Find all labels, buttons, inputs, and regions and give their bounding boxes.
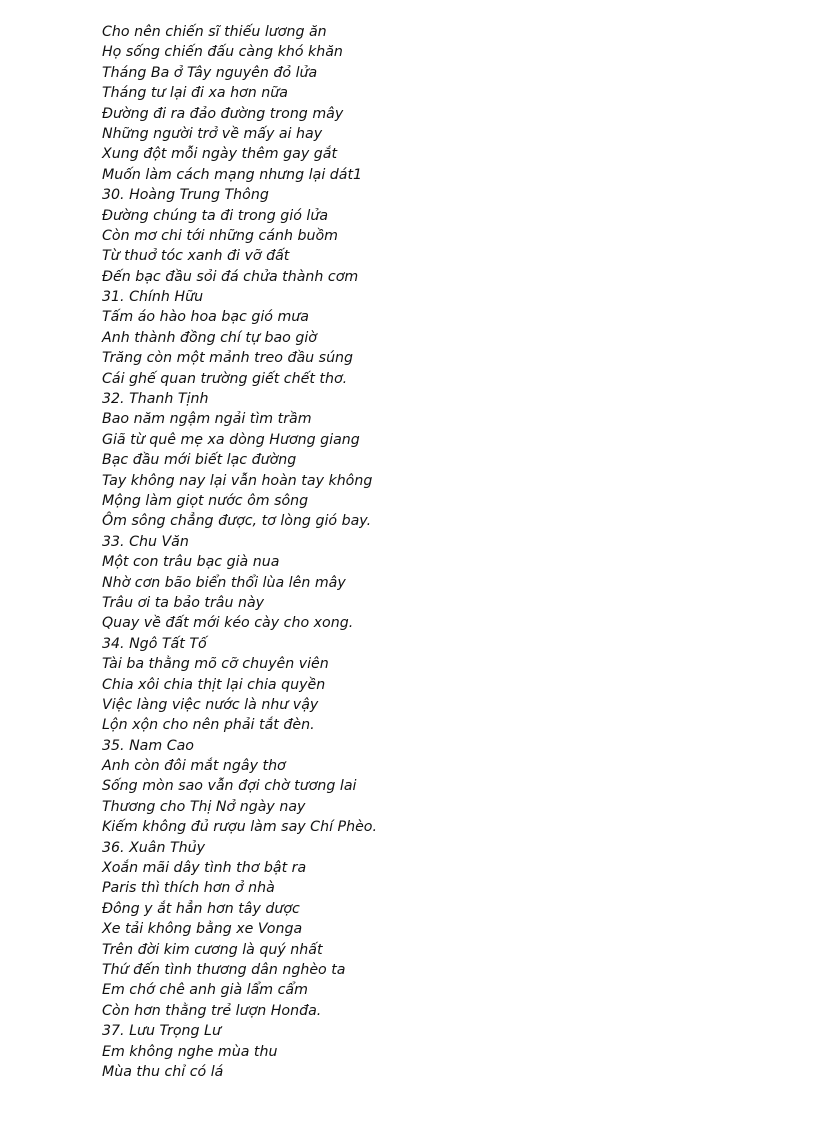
poem-text-block: [102, 22, 742, 1082]
text-line: Nhờ cơn bão biển thổi lùa lên mây: [102, 574, 346, 591]
text-line: Kiếm không đủ rượu làm say Chí Phèo.: [102, 819, 377, 836]
text-line: Còn hơn thằng trẻ lượn Honđa.: [102, 1002, 322, 1019]
text-line: Xoắn mãi dây tình thơ bật ra: [102, 860, 307, 877]
text-line: Còn mơ chi tới những cánh buồm: [102, 227, 339, 244]
text-line: Mùa thu chỉ có lá: [102, 1063, 224, 1080]
text-line: Thứ đến tình thương dân nghèo ta: [102, 961, 346, 978]
text-line: Xe tải không bằng xe Vonga: [102, 921, 303, 938]
text-line: 31. Chính Hữu: [102, 289, 204, 306]
text-line: Một con trâu bạc già nua: [102, 554, 280, 571]
text-line: Bạc đầu mới biết lạc đường: [102, 452, 297, 469]
text-line: Lộn xộn cho nên phải tắt đèn.: [102, 717, 315, 734]
text-line: 34. Ngô Tất Tố: [102, 635, 207, 652]
text-line: Tài ba thằng mõ cỡ chuyên viên: [102, 656, 329, 673]
text-line: Trên đời kim cương là quý nhất: [102, 941, 323, 958]
text-line: Đường chúng ta đi trong gió lửa: [102, 207, 329, 224]
text-line: Mộng làm giọt nước ôm sông: [102, 492, 309, 509]
text-line: 35. Nam Cao: [102, 737, 194, 754]
text-line: Giã từ quê mẹ xa dòng Hương giang: [102, 431, 360, 448]
text-line: 30. Hoàng Trung Thông: [102, 187, 269, 204]
text-line: Tay không nay lại vẫn hoàn tay không: [102, 472, 373, 489]
text-line: Tháng tư lại đi xa hơn nữa: [102, 85, 288, 102]
text-line: Tháng Ba ở Tây nguyên đỏ lửa: [102, 64, 318, 81]
text-line: 36. Xuân Thủy: [102, 839, 206, 856]
text-line: Từ thuở tóc xanh đi vỡ đất: [102, 248, 290, 265]
text-line: Cái ghế quan trường giết chết thơ.: [102, 370, 348, 387]
text-line: Tấm áo hào hoa bạc gió mưa: [102, 309, 309, 326]
text-line: Thương cho Thị Nở ngày nay: [102, 798, 306, 815]
text-line: Xung đột mỗi ngày thêm gay gắt: [102, 146, 338, 163]
text-line: Trâu ơi ta bảo trâu này: [102, 594, 265, 611]
text-line: 33. Chu Văn: [102, 533, 189, 550]
text-line: Em chớ chê anh già lẩm cẩm: [102, 982, 308, 999]
text-line: Đông y ắt hẳn hơn tây dược: [102, 900, 300, 917]
text-line: Những người trở về mấy ai hay: [102, 125, 323, 142]
text-line: Quay về đất mới kéo cày cho xong.: [102, 615, 354, 632]
text-line: Muốn làm cách mạng nhưng lại dát1: [102, 166, 363, 183]
text-line: Sống mòn sao vẫn đợi chờ tương lai: [102, 778, 357, 795]
text-line: Đường đi ra đảo đường trong mây: [102, 105, 344, 122]
text-line: Ôm sông chẳng được, tơ lòng gió bay.: [102, 513, 372, 530]
text-line: 37. Lưu Trọng Lư: [102, 1023, 221, 1040]
text-line: Chia xôi chia thịt lại chia quyền: [102, 676, 326, 693]
text-line: Em không nghe mùa thu: [102, 1043, 278, 1060]
text-line: Paris thì thích hơn ở nhà: [102, 880, 275, 897]
text-line: Bao năm ngậm ngải tìm trầm: [102, 411, 312, 428]
text-line: Anh thành đồng chí tự bao giờ: [102, 329, 317, 346]
text-line: Trăng còn một mảnh treo đầu súng: [102, 350, 354, 367]
text-line: Việc làng việc nước là như vậy: [102, 696, 319, 713]
text-line: Họ sống chiến đấu càng khó khăn: [102, 44, 343, 61]
text-line: Cho nên chiến sĩ thiếu lương ăn: [102, 24, 327, 40]
text-line: 32. Thanh Tịnh: [102, 391, 209, 408]
text-line: Anh còn đôi mắt ngây thơ: [102, 758, 286, 775]
text-line: Đến bạc đầu sỏi đá chửa thành cơm: [102, 268, 359, 285]
